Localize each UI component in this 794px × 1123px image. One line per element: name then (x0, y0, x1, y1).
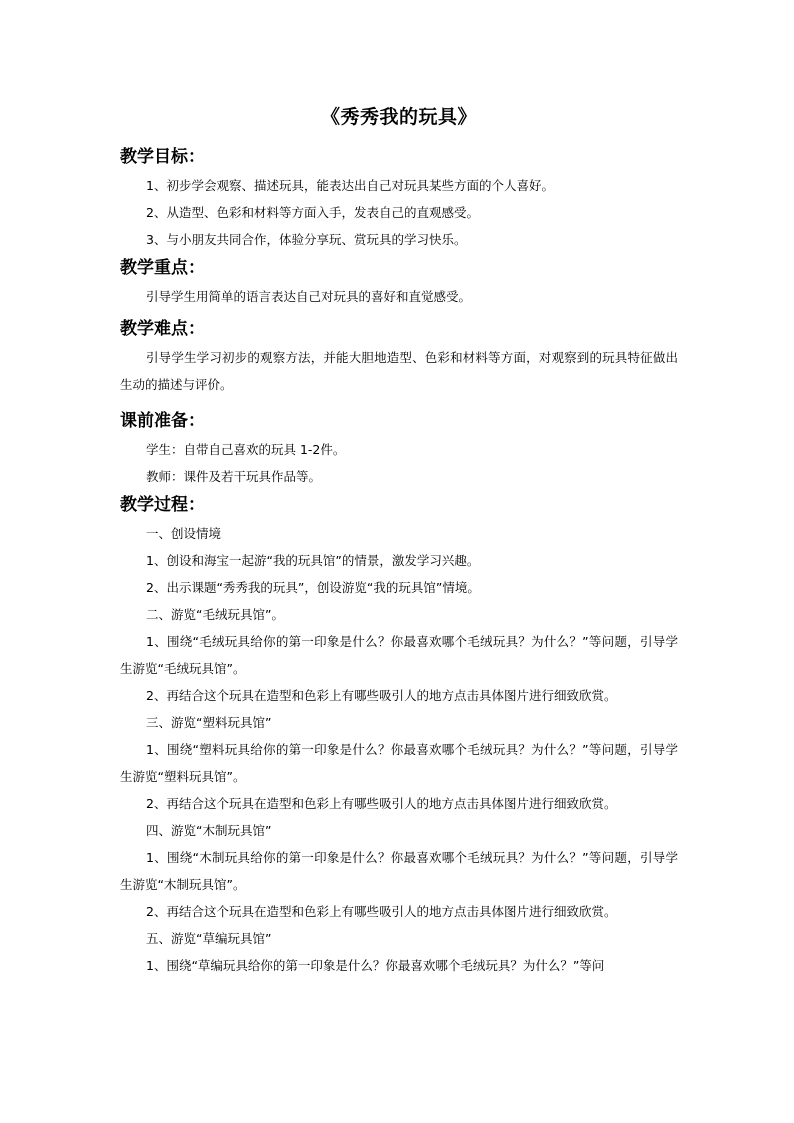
difficulties-text: 引导学生学习初步的观察方法，并能大胆地造型、色彩和材料等方面，对观察到的玩具特征做出生动的描述与评价。 (120, 350, 678, 392)
process-item: 2、出示课题“秀秀我的玩具”，创设游览“我的玩具馆”情境。 (146, 580, 480, 595)
process-item: 2、再结合这个玩具在造型和色彩上有哪些吸引人的地方点击具体图片进行细致欣赏。 (146, 688, 617, 703)
process-item: 1、创设和海宝一起游“我的玩具馆”的情景，激发学习兴趣。 (146, 553, 480, 568)
process-item: 三、游览“塑料玩具馆” (146, 715, 272, 730)
process-item: 五、游览“草编玩具馆” (146, 931, 272, 946)
process-item: 一、创设情境 (146, 526, 222, 541)
process-item: 1、围绕“毛绒玩具给你的第一印象是什么？你最喜欢哪个毛绒玩具？为什么？”等问题，引导学生游览“毛绒玩具馆”。 (120, 634, 678, 676)
document-title: 《秀秀我的玩具》 (320, 106, 477, 128)
preparation-heading: 课前准备： (120, 411, 205, 431)
process-item: 四、游览“木制玩具馆” (146, 823, 272, 838)
process-heading: 教学过程： (120, 495, 205, 515)
objective-item: 3、与小朋友共同合作，体验分享玩、赏玩具的学习快乐。 (146, 232, 467, 247)
process-item: 1、围绕“塑料玩具给你的第一印象是什么？你最喜欢哪个毛绒玩具？为什么？”等问题，引导学生游览“塑料玩具馆”。 (120, 742, 678, 784)
process-item: 1、围绕“木制玩具给你的第一印象是什么？你最喜欢哪个毛绒玩具？为什么？”等问题，引导学生游览“木制玩具馆”。 (120, 850, 678, 892)
process-item: 1、围绕“草编玩具给你的第一印象是什么？你最喜欢哪个毛绒玩具？为什么？”等问 (146, 958, 605, 973)
objective-item: 1、初步学会观察、描述玩具，能表达出自己对玩具某些方面的个人喜好。 (146, 178, 554, 193)
process-item: 2、再结合这个玩具在造型和色彩上有哪些吸引人的地方点击具体图片进行细致欣赏。 (146, 796, 617, 811)
objectives-heading: 教学目标： (120, 147, 205, 167)
key-points-text: 引导学生用简单的语言表达自己对玩具的喜好和直觉感受。 (146, 289, 472, 304)
difficulties-heading: 教学难点： (120, 319, 205, 339)
process-item: 2、再结合这个玩具在造型和色彩上有哪些吸引人的地方点击具体图片进行细致欣赏。 (146, 904, 617, 919)
objective-item: 2、从造型、色彩和材料等方面入手，发表自己的直观感受。 (146, 205, 479, 220)
document-body (120, 102, 678, 979)
preparation-item: 学生：自带自己喜欢的玩具 1-2件。 (146, 442, 346, 457)
preparation-item: 教师：课件及若干玩具作品等。 (146, 469, 322, 484)
process-item: 二、游览“毛绒玩具馆”。 (146, 607, 284, 622)
key-points-heading: 教学重点： (120, 258, 205, 278)
